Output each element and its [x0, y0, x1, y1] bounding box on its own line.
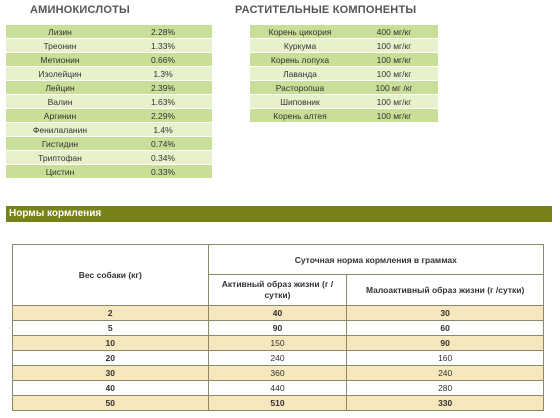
table-row — [6, 151, 212, 164]
table-row — [6, 81, 212, 94]
amino-name: Цистин — [6, 165, 114, 178]
inactive-cell: 90 — [347, 336, 544, 351]
weight-cell: 40 — [13, 381, 209, 396]
active-cell: 40 — [208, 306, 347, 321]
feeding-norms-table — [12, 244, 544, 411]
amino-acids-heading: АМИНОКИСЛОТЫ — [30, 4, 130, 16]
active-cell: 90 — [208, 321, 347, 336]
plant-value: 100 мг/кг — [350, 109, 438, 122]
plant-name: Корень алтея — [250, 109, 350, 122]
table-row — [13, 396, 544, 411]
amino-name: Фенилаланин — [6, 123, 114, 136]
active-cell: 360 — [208, 366, 347, 381]
amino-acids-table — [6, 24, 212, 179]
table-row — [6, 25, 212, 38]
table-row — [250, 67, 438, 80]
table-row — [13, 306, 544, 321]
amino-name: Гистидин — [6, 137, 114, 150]
amino-name: Лейцин — [6, 81, 114, 94]
inactive-column-header: Малоактивный образ жизни (г /сутки) — [347, 275, 544, 306]
weight-cell: 2 — [13, 306, 209, 321]
table-row — [250, 95, 438, 108]
table-row — [13, 321, 544, 336]
daily-norm-header: Суточная норма кормления в граммах — [208, 245, 543, 275]
plant-name: Лаванда — [250, 67, 350, 80]
inactive-cell: 240 — [347, 366, 544, 381]
plant-components-heading: РАСТИТЕЛЬНЫЕ КОМПОНЕНТЫ — [235, 4, 417, 16]
plant-name: Корень цикория — [250, 25, 350, 38]
active-cell: 150 — [208, 336, 347, 351]
table-row — [250, 39, 438, 52]
table-row — [6, 165, 212, 178]
active-cell: 240 — [208, 351, 347, 366]
table-row — [6, 67, 212, 80]
inactive-cell: 160 — [347, 351, 544, 366]
amino-name: Треонин — [6, 39, 114, 52]
table-row — [13, 366, 544, 381]
plant-components-table — [250, 24, 438, 123]
inactive-cell: 280 — [347, 381, 544, 396]
weight-cell: 50 — [13, 396, 209, 411]
table-row — [6, 39, 212, 52]
feeding-norms-section-header — [6, 206, 552, 222]
plant-name: Корень лопуха — [250, 53, 350, 66]
plant-value: 100 мг/кг — [350, 39, 438, 52]
plant-value: 100 мг/кг — [350, 67, 438, 80]
plant-value: 400 мг/кг — [350, 25, 438, 38]
active-cell: 440 — [208, 381, 347, 396]
table-row — [13, 381, 544, 396]
table-row — [13, 351, 544, 366]
amino-value: 1.3% — [114, 67, 212, 80]
active-cell: 510 — [208, 396, 347, 411]
weight-column-header: Вес собаки (кг) — [13, 245, 209, 306]
amino-value: 0.34% — [114, 151, 212, 164]
amino-name: Изолейцин — [6, 67, 114, 80]
plant-name: Расторопша — [250, 81, 350, 94]
amino-value: 2.28% — [114, 25, 212, 38]
weight-cell: 10 — [13, 336, 209, 351]
amino-value: 0.74% — [114, 137, 212, 150]
amino-name: Триптофан — [6, 151, 114, 164]
table-row — [6, 95, 212, 108]
table-row — [250, 81, 438, 94]
amino-value: 2.29% — [114, 109, 212, 122]
table-row — [6, 53, 212, 66]
weight-cell: 20 — [13, 351, 209, 366]
amino-value: 1.63% — [114, 95, 212, 108]
table-row — [250, 109, 438, 122]
table-row — [13, 336, 544, 351]
table-row — [6, 109, 212, 122]
weight-cell: 30 — [13, 366, 209, 381]
amino-value: 0.33% — [114, 165, 212, 178]
plant-value: 100 мг /кг — [350, 81, 438, 94]
amino-name: Валин — [6, 95, 114, 108]
amino-name: Лизин — [6, 25, 114, 38]
plant-name: Куркума — [250, 39, 350, 52]
amino-value: 0.66% — [114, 53, 212, 66]
table-row — [250, 53, 438, 66]
active-column-header: Активный образ жизни (г / сутки) — [208, 275, 347, 306]
plant-value: 100 мг/кг — [350, 95, 438, 108]
inactive-cell: 60 — [347, 321, 544, 336]
inactive-cell: 330 — [347, 396, 544, 411]
amino-value: 1.4% — [114, 123, 212, 136]
plant-name: Шиповник — [250, 95, 350, 108]
amino-value: 1.33% — [114, 39, 212, 52]
table-row — [6, 123, 212, 136]
feeding-norms-title: Нормы кормления — [9, 208, 102, 219]
amino-value: 2.39% — [114, 81, 212, 94]
amino-name: Метионин — [6, 53, 114, 66]
table-row — [250, 25, 438, 38]
inactive-cell: 30 — [347, 306, 544, 321]
plant-value: 100 мг/кг — [350, 53, 438, 66]
amino-name: Аргинин — [6, 109, 114, 122]
table-row — [6, 137, 212, 150]
weight-cell: 5 — [13, 321, 209, 336]
